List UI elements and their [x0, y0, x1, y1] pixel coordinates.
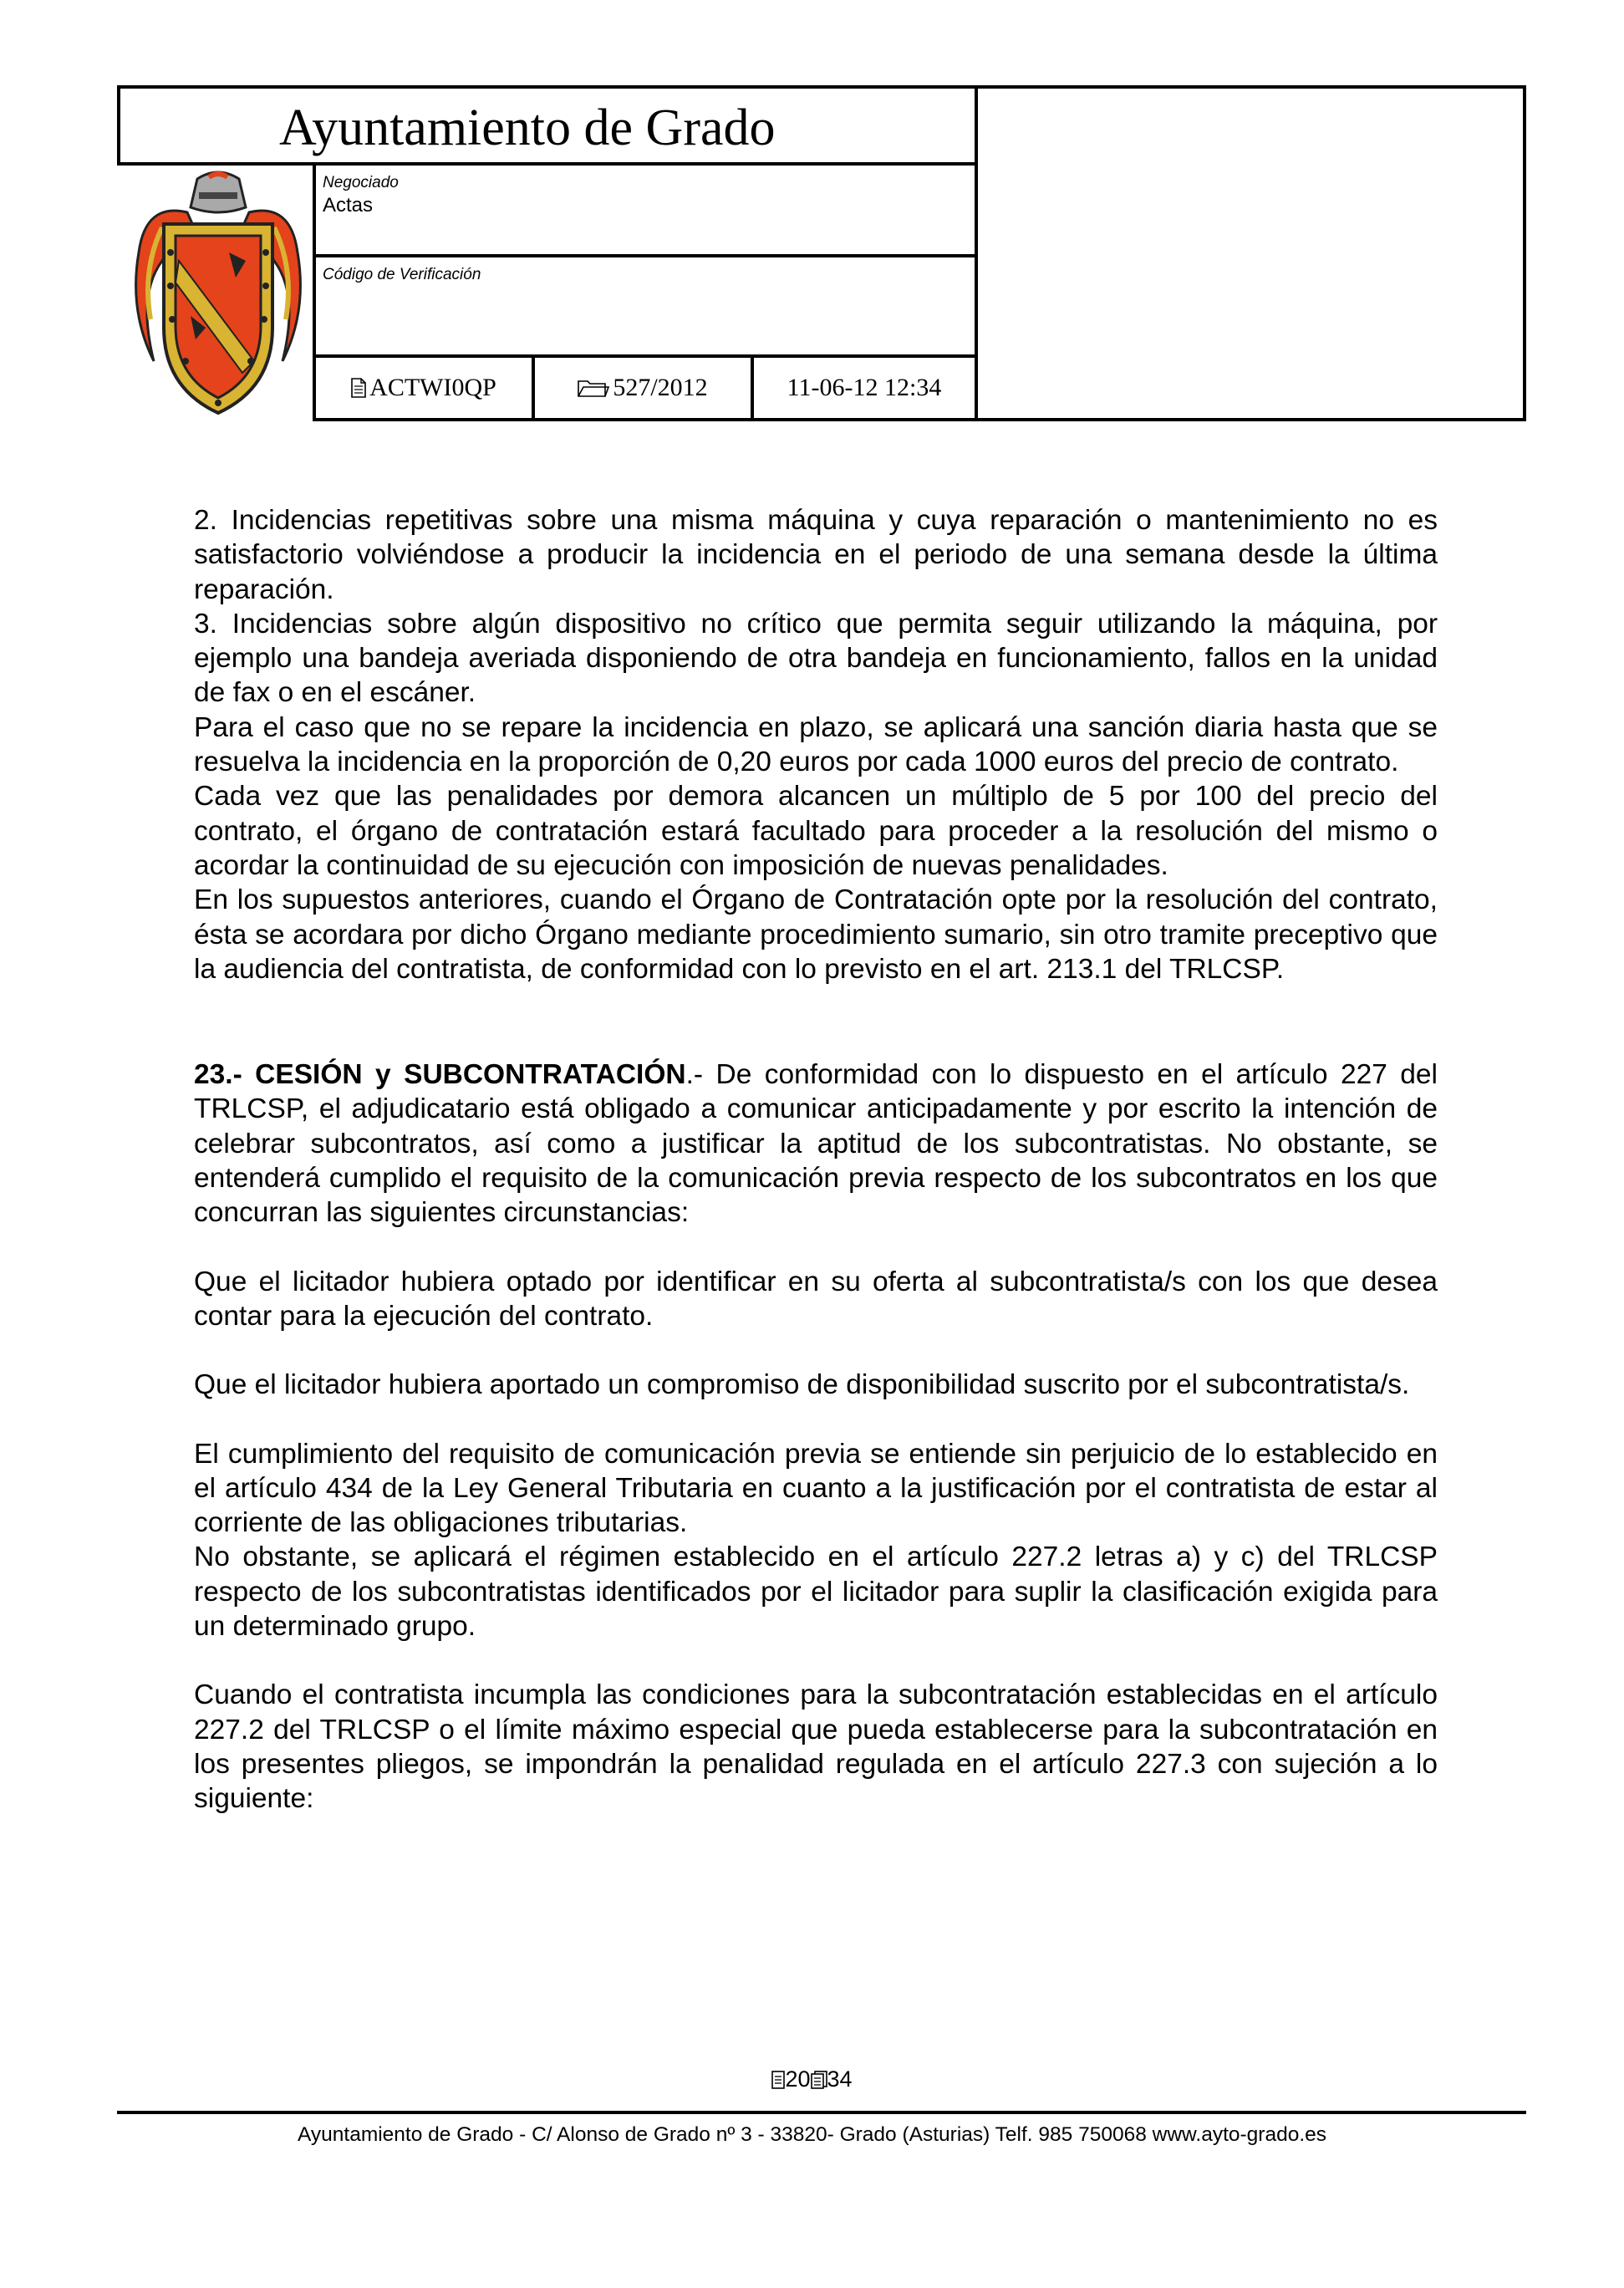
paragraph-comunicacion-previa: El cumplimiento del requisito de comunicación previa se entiende sin perjuicio de lo establecido en el artículo 434 de la Ley General Tributaria en cuanto a la justificación por el contratista de estar al corriente de las obligaciones tributarias.: [194, 1438, 1438, 1539]
page-number: [0, 2066, 1624, 2092]
paragraph-incidencias-2: 2. Incidencias repetitivas sobre una misma máquina y cuya reparación o mantenimiento no es satisfactorio volviéndose a producir la incidencia en el periodo de una semana desde la última reparación.: [194, 505, 1438, 605]
page-current: 20: [785, 2066, 811, 2092]
negociado-label: Negociado: [323, 174, 399, 191]
footer-address: Ayuntamiento de Grado - C/ Alonso de Grado nº 3 - 33820- Grado (Asturias) Telf. 985 750068 www.ayto-grado.es: [297, 2123, 1327, 2146]
document-body: [194, 503, 1438, 1817]
paragraph-penalidades: Cada vez que las penalidades por demora alcancen un múltiplo de 5 por 100 del precio del contrato, el órgano de contratación estará facultado para proceder a la resolución del mismo o acordar la continuidad de su ejecución con imposición de nuevas penalidades.: [194, 781, 1438, 881]
codigo-label: Código de Verificación: [323, 266, 481, 283]
verification-stamp-area: [975, 85, 1526, 421]
page-title: Ayuntamiento de Grado: [279, 99, 776, 156]
footer-divider: [117, 2111, 1526, 2114]
metadata-row: [313, 354, 978, 421]
codigo-box: [313, 254, 978, 358]
paragraph-licitador-oferta: Que el licitador hubiera optado por identificar en su oferta al subcontratista/s con los que desea contar para la ejecución del contrato.: [194, 1266, 1438, 1332]
document-datetime: 11-06-12 12:34: [787, 374, 942, 401]
document-icon: [351, 378, 366, 398]
section-heading: 23.- CESIÓN y SUBCONTRATACIÓN: [194, 1059, 686, 1091]
paragraph-licitador-compromiso: Que el licitador hubiera aportado un compromiso de disponibilidad suscrito por el subcontratista/s.: [194, 1369, 1410, 1401]
section-intro: .- De conformidad con lo dispuesto en el artículo 227 del TRLCSP, el adjudicatario está obligado a comunicar anticipadamente y por escrito la intención de celebrar subcontratos, así como a justificar la aptitud de los subcontratistas. No obstante, se entenderá cumplido el requisito de la comunicación previa respecto de los subcontratos en los que concurran las siguientes circunstancias:: [194, 1059, 1438, 1229]
pages-icon: [811, 2071, 827, 2089]
coat-of-arms-logo: [129, 169, 308, 420]
title-box: [117, 85, 978, 166]
paragraph-incumplimiento: Cuando el contratista incumpla las condiciones para la subcontratación establecidas en el artículo 227.2 del TRLCSP o el límite máximo especial que pueda establecerse para la subcontratación en los presentes pliegos, se impondrán la penalidad regulada en el artículo 227.3 con sujeción a lo siguiente:: [194, 1679, 1438, 1815]
document-icon: [771, 2071, 785, 2089]
datetime-cell: [751, 354, 978, 421]
folder-icon: [578, 378, 609, 398]
document-header: [117, 85, 1526, 421]
paragraph-incidencias-3: 3. Incidencias sobre algún dispositivo no crítico que permita seguir utilizando la máquina, por ejemplo una bandeja averiada disponiendo de otra bandeja en funcionamiento, fallos en la unidad de fax o en el escáner.: [194, 608, 1438, 709]
negociado-value: Actas: [323, 194, 374, 217]
paragraph-regimen: No obstante, se aplicará el régimen establecido en el artículo 227.2 letras a) y c) del TRLCSP respecto de los subcontratistas identificados por el licitador para suplir la clasificación exigida para un determinado grupo.: [194, 1541, 1438, 1643]
negociado-box: [313, 162, 978, 257]
section-23: [194, 1057, 1438, 1230]
paragraph-sancion-diaria: Para el caso que no se repare la incidencia en plazo, se aplicará una sanción diaria hasta que se resuelva la incidencia en la proporción de 0,20 euros por cada 1000 euros del precio de contrato.: [194, 711, 1438, 778]
paragraph-supuestos: En los supuestos anteriores, cuando el Órgano de Contratación opte por la resolución del contrato, ésta se acordara por dicho Órgano mediante procedimiento sumario, sin otro tramite preceptivo que la audiencia del contratista, de conformidad con lo previsto en el art. 213.1 del TRLCSP.: [194, 884, 1438, 985]
expediente-number: 527/2012: [613, 374, 708, 401]
expediente-cell: [532, 354, 754, 421]
document-code-cell: [313, 354, 535, 421]
page-total: 34: [827, 2066, 853, 2092]
document-code: ACTWI0QP: [369, 374, 496, 401]
